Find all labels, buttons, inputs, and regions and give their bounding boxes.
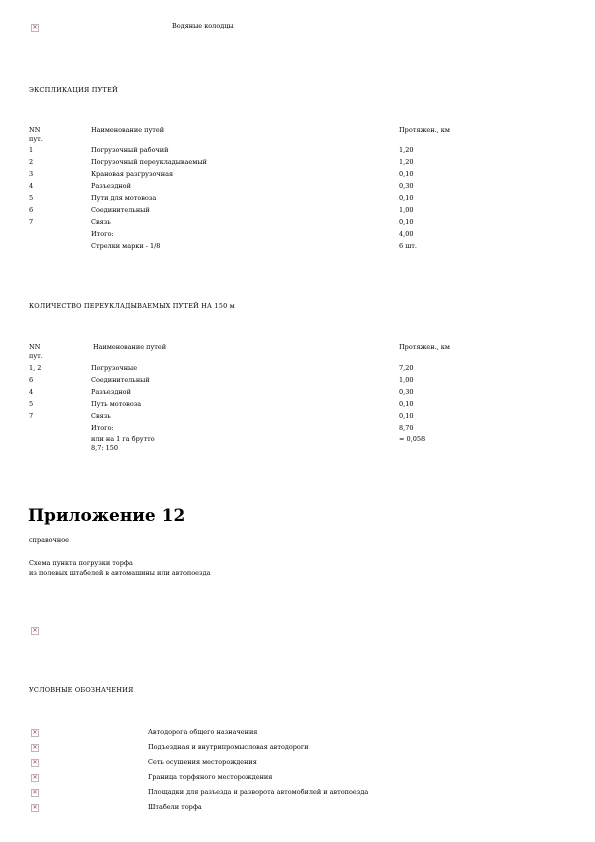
scheme-title: Схема пункта погрузки торфа bbox=[29, 559, 133, 567]
table1-name: Крановая разгрузочная bbox=[91, 170, 174, 178]
table1-name: Связь bbox=[91, 218, 111, 226]
table1-num: 6 bbox=[29, 206, 34, 214]
table1-length: 6 шт. bbox=[399, 242, 417, 250]
table1-col-num: NN bbox=[29, 126, 41, 134]
legend-symbol-icon bbox=[31, 804, 39, 812]
table1-length: 1,00 bbox=[399, 206, 414, 214]
legend-label: Штабели торфа bbox=[148, 803, 202, 811]
table1-name: Итого: bbox=[91, 230, 114, 238]
table1-length: 1,20 bbox=[399, 158, 414, 166]
table1-num: 4 bbox=[29, 182, 34, 190]
table2-length: 8,70 bbox=[399, 424, 414, 432]
header-title: Водяные колодцы bbox=[172, 22, 234, 30]
table1-num: 1 bbox=[29, 146, 34, 154]
table2-heading: КОЛИЧЕСТВО ПЕРЕУКЛАДЫВАЕМЫХ ПУТЕЙ НА 150 м bbox=[29, 302, 235, 310]
legend-label: Подъездная и внутрипромысловая автодороги bbox=[148, 743, 309, 751]
table1-length: 0,10 bbox=[399, 218, 414, 226]
table2-name: Погрузочные bbox=[91, 364, 138, 372]
table2-name: Соединительный bbox=[91, 376, 150, 384]
table2-num: 6 bbox=[29, 376, 34, 384]
legend-symbol-icon bbox=[31, 759, 39, 767]
table2-name: Путь мотовоза bbox=[91, 400, 142, 408]
table1-num: 7 bbox=[29, 218, 34, 226]
table1-name: Погрузочный рабочий bbox=[91, 146, 169, 154]
appendix-subtitle: справочное bbox=[29, 536, 69, 544]
table2-extra-name2: 8,7: 150 bbox=[91, 444, 118, 452]
table1-name: Стрелки марки - 1/8 bbox=[91, 242, 161, 250]
table2-extra-name: или на 1 га брутто bbox=[91, 435, 155, 443]
appendix-title: Приложение 12 bbox=[28, 506, 186, 526]
scheme-subtitle: из полевых штабелей в автомашины или автопоезда bbox=[29, 569, 211, 577]
table2-col-num2: пут. bbox=[29, 352, 43, 360]
table2-length: 7,20 bbox=[399, 364, 414, 372]
table1-name: Погрузочный переукладываемый bbox=[91, 158, 207, 166]
table1-col-name: Наименование путей bbox=[91, 126, 165, 134]
legend-symbol-icon bbox=[31, 729, 39, 737]
broken-image-icon bbox=[31, 627, 39, 635]
table2-num: 1, 2 bbox=[29, 364, 42, 372]
legend-heading: УСЛОВНЫЕ ОБОЗНАЧЕНИЯ bbox=[29, 686, 134, 694]
legend-symbol-icon bbox=[31, 789, 39, 797]
table1-length: 1,20 bbox=[399, 146, 414, 154]
table2-col-length: Протяжен., км bbox=[399, 343, 450, 351]
table2-col-name: Наименование путей bbox=[93, 343, 167, 351]
legend-label: Граница торфяного месторождения bbox=[148, 773, 273, 781]
table2-name: Связь bbox=[91, 412, 111, 420]
table1-length: 0,10 bbox=[399, 170, 414, 178]
table2-name: Разъездной bbox=[91, 388, 131, 396]
legend-label: Сеть осушения месторождения bbox=[148, 758, 257, 766]
table1-name: Пути для мотовоза bbox=[91, 194, 157, 202]
table2-num: 4 bbox=[29, 388, 34, 396]
table1-col-num2: пут. bbox=[29, 135, 43, 143]
table1-length: 4,00 bbox=[399, 230, 414, 238]
table1-col-length: Протяжен., км bbox=[399, 126, 450, 134]
legend-label: Площадки для разъезда и разворота автомобилей и автопоезда bbox=[148, 788, 369, 796]
table2-num: 5 bbox=[29, 400, 34, 408]
table2-length: 1,00 bbox=[399, 376, 414, 384]
table2-num: 7 bbox=[29, 412, 34, 420]
table2-length: 0,10 bbox=[399, 412, 414, 420]
legend-symbol-icon bbox=[31, 774, 39, 782]
broken-image-icon bbox=[31, 24, 39, 32]
table2-name: Итого: bbox=[91, 424, 114, 432]
table1-heading: ЭКСПЛИКАЦИЯ ПУТЕЙ bbox=[29, 86, 118, 94]
table1-num: 2 bbox=[29, 158, 34, 166]
table2-length: 0,10 bbox=[399, 400, 414, 408]
table2-col-num: NN bbox=[29, 343, 41, 351]
legend-symbol-icon bbox=[31, 744, 39, 752]
table1-name: Разъездной bbox=[91, 182, 131, 190]
table1-num: 3 bbox=[29, 170, 34, 178]
table1-length: 0,10 bbox=[399, 194, 414, 202]
table2-length: 0,30 bbox=[399, 388, 414, 396]
table1-length: 0,30 bbox=[399, 182, 414, 190]
table1-num: 5 bbox=[29, 194, 34, 202]
legend-label: Автодорога общего назначения bbox=[148, 728, 258, 736]
table2-extra-length: = 0,058 bbox=[399, 435, 426, 443]
table1-name: Соединительный bbox=[91, 206, 150, 214]
